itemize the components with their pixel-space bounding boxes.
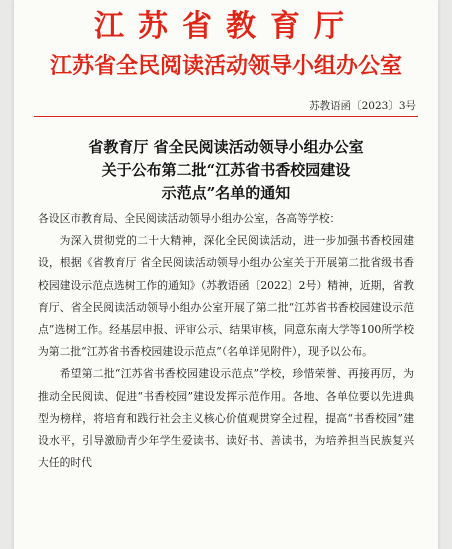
- document-number: 苏教语函〔2023〕3号: [309, 100, 416, 112]
- paragraph-1: 为深入贯彻党的二十大精神，深化全民阅读活动，进一步加强书香校园建设，根据《省教育厅 省全民阅读活动领导小组办公室关于开展第二批省级书香校园建设示范点选树工作的通知》（苏教语函〔2022〕2号）精神，近期，省教育厅、省全民阅读活动领导小组办公室开展了第二批“江苏省书香校园建设示范点”选树工作。经基层申报、评审公示、结果审核，同意东南大学等100所学校为第二批“江苏省书香校园建设示范点”（名单详见附件），现予以公布。: [38, 234, 414, 359]
- notice-body: [38, 208, 414, 474]
- document-page: [14, 0, 438, 549]
- issuer-education-dept: 江苏省教育厅: [94, 9, 358, 44]
- salutation: 各设区市教育局、全民阅读活动领导小组办公室，各高等学校：: [38, 212, 341, 225]
- paragraph-2: 希望第二批“江苏省书香校园建设示范点”学校，珍惜荣誉、再接再厉，为推动全民阅读、促进“书香校园”建设发挥示范作用。各地、各单位要以先进典型为榜样，将培育和践行社会主义核心价值观贯穿全过程，提高“书香校园”建设水平，引导激励青少年学生爱读书、读好书、善读书，为培养担当民族复兴大任的时代: [38, 367, 414, 470]
- title-line-2: 关于公布第二批“江苏省书香校园建设: [101, 161, 351, 179]
- title-line-3: 示范点”名单的通知: [161, 184, 291, 202]
- issuer-reading-office: 江苏省全民阅读活动领导小组办公室: [49, 53, 402, 79]
- red-divider-line: [34, 116, 418, 117]
- notice-title: [14, 136, 438, 205]
- title-line-1: 省教育厅 省全民阅读活动领导小组办公室: [88, 138, 364, 156]
